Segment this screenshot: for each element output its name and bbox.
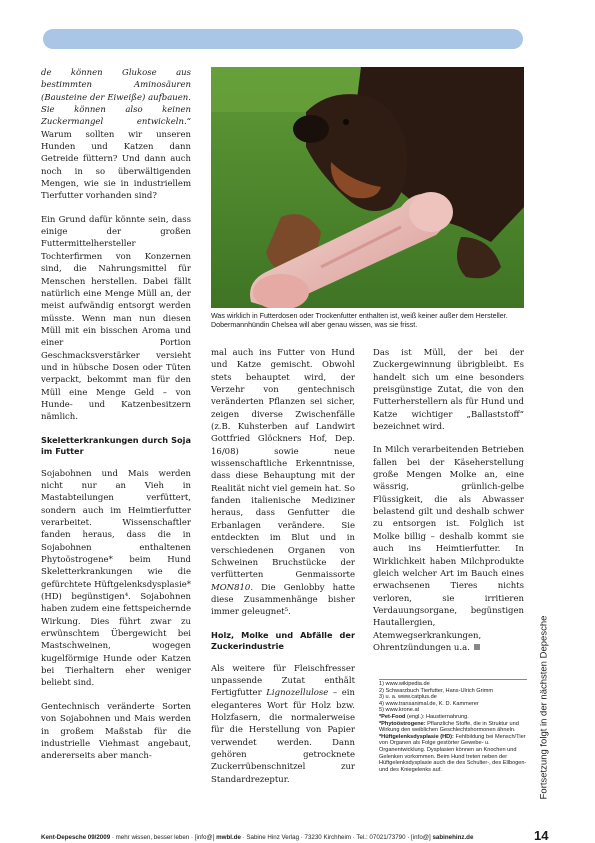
glossary-term: *Phytoöstrogene: (379, 720, 426, 727)
end-mark-icon (474, 644, 480, 650)
paragraph (211, 663, 355, 786)
paragraph (373, 444, 524, 654)
emphasis-text: MON810 (211, 582, 251, 593)
glossary-text: Fehlbildung bei Mensch/Tier von Organen als Folge gestörter Gewebe- u. Organentwicklung. Dysplasien können an Knochen und Gelenken vorkommen. Beim Hund treten neben der Hüftgelenksdysplasie auch die des Schulter-, des Ellbogen- und des Kniegelenks auf. (379, 733, 527, 773)
paragraph-text: Warum sollten wir unseren Hunden und Katzen dann Getreide füttern? Und dann auch noch in so überwältigenden Mengen, wie sie in industriellem Tierfutter vorhanden sind? (41, 129, 191, 202)
page-footer (41, 834, 531, 841)
paragraph (211, 347, 355, 619)
footnote: 1) www.wikipedia.de (379, 681, 430, 687)
quote-text: de können Glukose aus bestimmten Aminosäuren (Bausteine der Eiweiße) aufbauen. Sie können also keinen Zuckermangel entwickeln.“ (41, 68, 191, 128)
footnote: 5) www.krone.at (379, 707, 420, 714)
continuation-text: Fortsetzung folgt in der nächsten Depesche (538, 615, 550, 800)
paragraph-text: Als weitere für Fleischfresser unpassende Zutat enthält Fertigfutter (211, 663, 355, 699)
column-1 (41, 67, 191, 774)
dog-photo (211, 67, 524, 308)
glossary-item (379, 721, 527, 734)
continuation-note (534, 605, 548, 815)
paragraph: Das ist Müll, der bei der Zuckergewinnung übrigbleibt. Es handelt sich um eine besonders preisgünstige Zutat, die von den Futterherstellern als für Hund und Katze wichtiger „Ballaststoff“ bezeichnet wird. (373, 348, 524, 433)
glossary-term: *Hüftgelenksdysplasie (HD): (379, 733, 454, 740)
glossary-text: (engl.): Haustiernahrung. (405, 713, 469, 720)
footer-link[interactable]: sabinehinz.de (432, 834, 474, 841)
photo-caption: Was wirklich in Futterdosen oder Trockenfutter enthalten ist, weiß keiner außer dem Hersteller. Dobermannhündin Chelsea will aber genau wissen, was sie frisst. (211, 312, 508, 329)
page-number: 14 (534, 828, 549, 843)
glossary-item (379, 734, 527, 774)
emphasis-text: Lignozellulose (266, 688, 329, 699)
paragraph (41, 67, 191, 203)
column-3 (373, 347, 524, 665)
section-heading: Holz, Molke und Abfälle der Zuckerindustrie (211, 629, 355, 651)
paragraph: Sojabohnen und Mais werden nicht nur an Vieh in Mastabteilungen verfüttert, sondern auch im Heimtierfutter verarbeitet. Wissenschaftler fanden heraus, dass die in Sojabohnen enthaltenen Phytoöstrogene* beim Hund Skeletterkrankungen wie die gefürchtete Hüftgelenksdysplasie* (HD) begünstigen⁴. Sojabohnen haben zudem eine fettspeichernde Wirkung. Dies führt zwar zu erwünschtem Übergewicht bei Mastschweinen, wogegen kugelförmige Hunde oder Katzen bei Tierhaltern eher weniger beliebt sind. (41, 468, 191, 689)
glossary-text: Pflanzliche Stoffe, die in Struktur und Wirkung den weiblichen Geschlechtshormonen ähneln. (379, 720, 519, 734)
paragraph: Gentechnisch veränderte Sorten von Sojabohnen und Mais werden in großem Maßstab für die industrielle Viehmast angebaut, andererseits aber manch- (41, 701, 191, 762)
paragraph-text: mal auch ins Futter von Hund und Katze gemischt. Obwohl stets behauptet wird, der Verzehr von gentechnisch veränderten Pflanzen sei sicher, zeigen diverse Zwischenfälle (z.B. Kuhsterben auf Landwirt Gottfried Glöckners Hof, Dep. 16/08) sowie neue wissenschaftliche Erkenntnisse, dass diese Behauptung mit der Realität nicht viel gemein hat. So fanden italienische Mediziner heraus, dass Genfutter die Erbanlagen verändere. Sie entdeckten im Blut und in verschiedenen Organen von Schweinen Bruchstücke der verfütterten Genmaissorte (211, 348, 355, 581)
footer-text: · Sabine Hinz Verlag · 73230 Kirchheim · Tel.: 07021/73790 · [info@] (240, 834, 433, 841)
paragraph-text: In Milch verarbeitenden Betrieben fallen bei der Käseherstellung große Mengen Molke an, eine wässrig, grünlich-gelbe Flüssigkeit, die als Abwasser belastend gilt und deshalb schwer zu entsorgen ist. Folglich ist Molke billig – deshalb kommt sie auch ins Heimtierfutter. In Wirklichkeit haben Milchprodukte gleich welcher Art im Bauch eines erwachsenen Tieres nichts verloren, sie irritieren Verdauungsorgane, begünstigen Hautallergien, Atemwegserkrankungen, Ohrentzündungen u.a. (373, 445, 524, 653)
footnotes (379, 679, 527, 773)
section-heading: Skeletterkrankungen durch Soja im Futter (41, 434, 191, 456)
glossary-term: *Pet-Food (379, 713, 406, 720)
footnote: 3) u. a. www.catplus.de (379, 694, 437, 701)
column-2 (211, 347, 355, 797)
header-bar (43, 29, 523, 49)
footer-link[interactable]: mwbl.de (216, 834, 241, 841)
issue-label: Kent-Depesche 09/2009 (41, 834, 111, 841)
paragraph-text: – ein eleganteres Wort für Holz bzw. Holzfasern, die normalerweise für die Herstellung von Papier verwendet werden. Dann gehören getrocknete Zuckerrübenschnitzel zur Standardrezeptur. (211, 688, 355, 785)
glossary-item (379, 714, 527, 721)
paragraph-text: . Die Genlobby hatte diese Zusammenhänge bisher immer geleugnet⁵. (211, 582, 355, 618)
paragraph: Ein Grund dafür könnte sein, dass einige der großen Futtermittelhersteller Tochterfirmen von Konzernen sind, die Nahrungsmittel für Menschen herstellen. Dabei fällt natürlich eine Menge Müll an, der meist aufwändig entsorgt werden müsste. Wenn man nun diesen Müll mit ein bisschen Aroma und einer Portion Geschmacksverstärker versieht und in hübsche Dosen oder Tüten verpackt, bekommt man für den Müll eine Menge Geld – von Hunde- und Katzenbesitzern nämlich. (41, 214, 191, 423)
dog-with-bone-illustration (211, 67, 524, 308)
footnote: 2) Schwarzbuch Tierfutter, Hans-Ulrich Grimm (379, 687, 494, 694)
footnote: 4) www.transanimal.de, K. D. Kammerer (379, 700, 479, 707)
footer-text: · mehr wissen, besser leben · [info@] (110, 834, 217, 841)
